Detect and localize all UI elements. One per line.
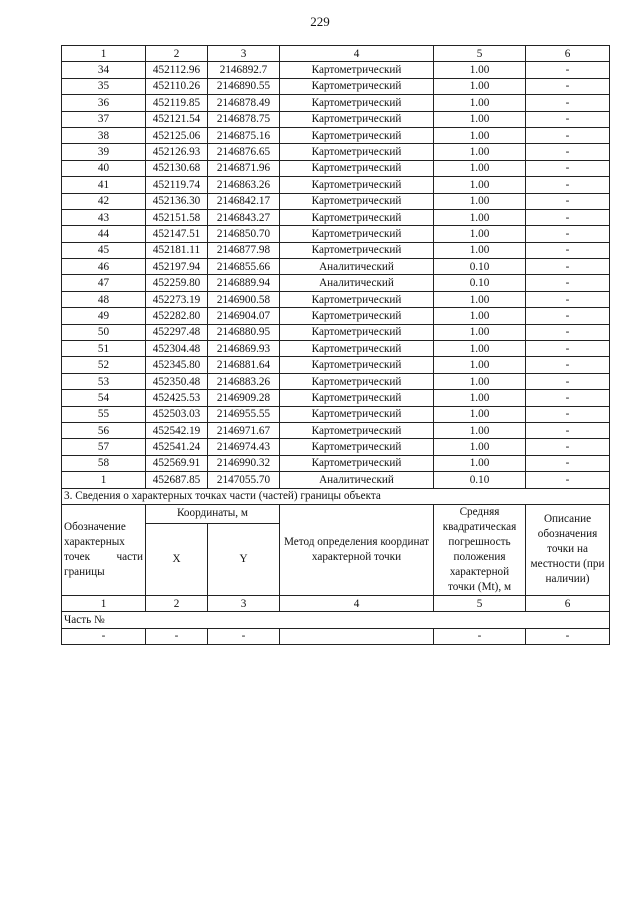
accuracy-cell: 0.10 [434, 259, 526, 275]
table-row [62, 455, 610, 471]
description-cell: - [526, 111, 610, 127]
description-cell: - [526, 127, 610, 143]
point-number-cell: 50 [62, 324, 146, 340]
x-coordinate-cell: 452259.80 [146, 275, 208, 291]
table-row [62, 95, 610, 111]
accuracy-cell: 1.00 [434, 78, 526, 94]
method-cell: Картометрический [280, 341, 434, 357]
part-number-label: Часть № [62, 612, 610, 628]
method-cell: Картометрический [280, 324, 434, 340]
accuracy-cell: 1.00 [434, 62, 526, 78]
column-number: 1 [62, 595, 146, 611]
table-row [62, 78, 610, 94]
x-coordinate-cell: 452147.51 [146, 226, 208, 242]
x-coordinate-cell: 452181.11 [146, 242, 208, 258]
point-number-cell: 37 [62, 111, 146, 127]
y-coordinate-cell: 2146877.98 [208, 242, 280, 258]
point-number-cell: 46 [62, 259, 146, 275]
method-cell: Картометрический [280, 177, 434, 193]
y-coordinate-cell: 2146880.95 [208, 324, 280, 340]
point-number-cell: 53 [62, 373, 146, 389]
description-cell: - [526, 144, 610, 160]
method-cell: Картометрический [280, 160, 434, 176]
y-coordinate-cell: 2146904.07 [208, 308, 280, 324]
point-number-cell: 58 [62, 455, 146, 471]
y-coordinate-cell: 2146878.49 [208, 95, 280, 111]
x-coordinate-cell: 452350.48 [146, 373, 208, 389]
point-number-cell: 38 [62, 127, 146, 143]
x-coordinate-cell: 452197.94 [146, 259, 208, 275]
description-cell: - [526, 341, 610, 357]
x-coordinate-cell: 452125.06 [146, 127, 208, 143]
description-cell: - [526, 193, 610, 209]
table-row [62, 111, 610, 127]
table-row [62, 357, 610, 373]
header-description: Описание обозначения точки на местности (при наличии) [526, 504, 610, 595]
table-row [62, 373, 610, 389]
x-coordinate-cell: 452130.68 [146, 160, 208, 176]
y-coordinate-cell: 2146955.55 [208, 406, 280, 422]
y-coordinate-cell: 2147055.70 [208, 472, 280, 488]
header-x: X [146, 523, 208, 595]
boundary-points-table [61, 45, 610, 645]
x-coordinate-cell: 452304.48 [146, 341, 208, 357]
table-row [62, 177, 610, 193]
y-coordinate-cell: 2146971.67 [208, 422, 280, 438]
description-cell: - [526, 472, 610, 488]
x-coordinate-cell: 452119.74 [146, 177, 208, 193]
description-cell: - [526, 357, 610, 373]
point-number-cell: 41 [62, 177, 146, 193]
column-number: 5 [434, 595, 526, 611]
point-number-cell: 49 [62, 308, 146, 324]
description-cell: - [526, 226, 610, 242]
description-cell: - [526, 406, 610, 422]
accuracy-cell: 1.00 [434, 291, 526, 307]
point-number-cell: 42 [62, 193, 146, 209]
table-cell: - [526, 628, 610, 644]
point-number-cell: 44 [62, 226, 146, 242]
accuracy-cell: 1.00 [434, 177, 526, 193]
accuracy-cell: 1.00 [434, 144, 526, 160]
method-cell: Картометрический [280, 144, 434, 160]
table-row [62, 160, 610, 176]
method-cell: Картометрический [280, 62, 434, 78]
y-coordinate-cell: 2146900.58 [208, 291, 280, 307]
section-title: 3. Сведения о характерных точках части (частей) границы объекта [62, 488, 610, 504]
accuracy-cell: 1.00 [434, 127, 526, 143]
description-cell: - [526, 390, 610, 406]
table-row [62, 242, 610, 258]
table-row [62, 422, 610, 438]
point-number-cell: 54 [62, 390, 146, 406]
header-coordinates: Координаты, м [146, 504, 280, 523]
y-coordinate-cell: 2146974.43 [208, 439, 280, 455]
accuracy-cell: 1.00 [434, 373, 526, 389]
x-coordinate-cell: 452345.80 [146, 357, 208, 373]
accuracy-cell: 1.00 [434, 242, 526, 258]
method-cell: Картометрический [280, 226, 434, 242]
accuracy-cell: 1.00 [434, 160, 526, 176]
x-coordinate-cell: 452126.93 [146, 144, 208, 160]
accuracy-cell: 1.00 [434, 209, 526, 225]
method-cell: Картометрический [280, 78, 434, 94]
table-row [62, 144, 610, 160]
y-coordinate-cell: 2146889.94 [208, 275, 280, 291]
method-cell: Картометрический [280, 422, 434, 438]
column-number: 5 [434, 46, 526, 62]
point-number-cell: 57 [62, 439, 146, 455]
table-row [62, 341, 610, 357]
accuracy-cell: 1.00 [434, 111, 526, 127]
method-cell: Картометрический [280, 127, 434, 143]
table-cell: - [208, 628, 280, 644]
method-cell: Картометрический [280, 193, 434, 209]
accuracy-cell: 1.00 [434, 455, 526, 471]
point-number-cell: 55 [62, 406, 146, 422]
accuracy-cell: 1.00 [434, 226, 526, 242]
description-cell: - [526, 275, 610, 291]
method-cell: Картометрический [280, 406, 434, 422]
description-cell: - [526, 95, 610, 111]
y-coordinate-cell: 2146869.93 [208, 341, 280, 357]
header-accuracy: Средняя квадратическая погрешность положения характерной точки (Mt), м [434, 504, 526, 595]
y-coordinate-cell: 2146878.75 [208, 111, 280, 127]
point-number-cell: 47 [62, 275, 146, 291]
table-row [62, 226, 610, 242]
point-number-cell: 45 [62, 242, 146, 258]
header-y: Y [208, 523, 280, 595]
column-number: 2 [146, 595, 208, 611]
header-method: Метод определения координат характерной точки [280, 504, 434, 595]
accuracy-cell: 0.10 [434, 472, 526, 488]
description-cell: - [526, 209, 610, 225]
point-number-cell: 39 [62, 144, 146, 160]
y-coordinate-cell: 2146842.17 [208, 193, 280, 209]
table-cell: - [434, 628, 526, 644]
accuracy-cell: 1.00 [434, 390, 526, 406]
method-cell: Картометрический [280, 291, 434, 307]
method-cell: Картометрический [280, 357, 434, 373]
accuracy-cell: 1.00 [434, 324, 526, 340]
table-cell: - [62, 628, 146, 644]
description-cell: - [526, 455, 610, 471]
table-row [62, 193, 610, 209]
x-coordinate-cell: 452151.58 [146, 209, 208, 225]
table-row [62, 209, 610, 225]
y-coordinate-cell: 2146875.16 [208, 127, 280, 143]
point-number-cell: 52 [62, 357, 146, 373]
point-number-cell: 51 [62, 341, 146, 357]
method-cell: Аналитический [280, 472, 434, 488]
accuracy-cell: 1.00 [434, 406, 526, 422]
table-row [62, 127, 610, 143]
accuracy-cell: 1.00 [434, 95, 526, 111]
table-row [62, 308, 610, 324]
accuracy-cell: 1.00 [434, 357, 526, 373]
method-cell: Картометрический [280, 455, 434, 471]
y-coordinate-cell: 2146909.28 [208, 390, 280, 406]
x-coordinate-cell: 452687.85 [146, 472, 208, 488]
table-row [62, 390, 610, 406]
point-number-cell: 48 [62, 291, 146, 307]
description-cell: - [526, 308, 610, 324]
header-designation: Обозначение характерных точек части границы [62, 504, 146, 595]
method-cell: Картометрический [280, 209, 434, 225]
accuracy-cell: 1.00 [434, 341, 526, 357]
table-row [62, 291, 610, 307]
y-coordinate-cell: 2146883.26 [208, 373, 280, 389]
method-cell: Картометрический [280, 111, 434, 127]
y-coordinate-cell: 2146876.65 [208, 144, 280, 160]
column-number: 4 [280, 595, 434, 611]
description-cell: - [526, 259, 610, 275]
point-number-cell: 56 [62, 422, 146, 438]
y-coordinate-cell: 2146881.64 [208, 357, 280, 373]
section-3 [62, 488, 610, 645]
y-coordinate-cell: 2146863.26 [208, 177, 280, 193]
accuracy-cell: 1.00 [434, 308, 526, 324]
point-number-cell: 35 [62, 78, 146, 94]
x-coordinate-cell: 452273.19 [146, 291, 208, 307]
y-coordinate-cell: 2146855.66 [208, 259, 280, 275]
description-cell: - [526, 160, 610, 176]
table-cell: - [146, 628, 208, 644]
point-number-cell: 1 [62, 472, 146, 488]
description-cell: - [526, 422, 610, 438]
x-coordinate-cell: 452282.80 [146, 308, 208, 324]
table-row [62, 324, 610, 340]
x-coordinate-cell: 452425.53 [146, 390, 208, 406]
description-cell: - [526, 78, 610, 94]
x-coordinate-cell: 452542.19 [146, 422, 208, 438]
method-cell: Картометрический [280, 95, 434, 111]
column-number: 6 [526, 595, 610, 611]
y-coordinate-cell: 2146990.32 [208, 455, 280, 471]
x-coordinate-cell: 452541.24 [146, 439, 208, 455]
y-coordinate-cell: 2146871.96 [208, 160, 280, 176]
method-cell: Картометрический [280, 242, 434, 258]
page-number: 229 [310, 14, 330, 29]
table-row [62, 439, 610, 455]
x-coordinate-cell: 452121.54 [146, 111, 208, 127]
x-coordinate-cell: 452503.03 [146, 406, 208, 422]
column-number: 6 [526, 46, 610, 62]
x-coordinate-cell: 452569.91 [146, 455, 208, 471]
method-cell: Картометрический [280, 373, 434, 389]
description-cell: - [526, 291, 610, 307]
accuracy-cell: 0.10 [434, 275, 526, 291]
method-cell: Аналитический [280, 275, 434, 291]
point-number-cell: 34 [62, 62, 146, 78]
table-row [62, 406, 610, 422]
column-number: 1 [62, 46, 146, 62]
table-row [62, 472, 610, 488]
description-cell: - [526, 242, 610, 258]
column-number-row [62, 46, 610, 62]
column-number: 3 [208, 46, 280, 62]
point-number-cell: 43 [62, 209, 146, 225]
method-cell: Картометрический [280, 308, 434, 324]
method-cell: Картометрический [280, 390, 434, 406]
x-coordinate-cell: 452110.26 [146, 78, 208, 94]
column-number: 2 [146, 46, 208, 62]
x-coordinate-cell: 452297.48 [146, 324, 208, 340]
column-number: 3 [208, 595, 280, 611]
y-coordinate-cell: 2146892.7 [208, 62, 280, 78]
description-cell: - [526, 373, 610, 389]
table-row [62, 275, 610, 291]
x-coordinate-cell: 452112.96 [146, 62, 208, 78]
empty-data-row [62, 628, 610, 644]
y-coordinate-cell: 2146850.70 [208, 226, 280, 242]
description-cell: - [526, 439, 610, 455]
accuracy-cell: 1.00 [434, 422, 526, 438]
y-coordinate-cell: 2146890.55 [208, 78, 280, 94]
description-cell: - [526, 324, 610, 340]
method-cell: Аналитический [280, 259, 434, 275]
y-coordinate-cell: 2146843.27 [208, 209, 280, 225]
accuracy-cell: 1.00 [434, 193, 526, 209]
table-row [62, 62, 610, 78]
table-cell [280, 628, 434, 644]
x-coordinate-cell: 452119.85 [146, 95, 208, 111]
x-coordinate-cell: 452136.30 [146, 193, 208, 209]
description-cell: - [526, 177, 610, 193]
section-number-row [62, 595, 610, 611]
points-table-body [62, 46, 610, 489]
accuracy-cell: 1.00 [434, 439, 526, 455]
table-row [62, 259, 610, 275]
method-cell: Картометрический [280, 439, 434, 455]
point-number-cell: 40 [62, 160, 146, 176]
point-number-cell: 36 [62, 95, 146, 111]
description-cell: - [526, 62, 610, 78]
section-header-row [62, 504, 610, 523]
column-number: 4 [280, 46, 434, 62]
